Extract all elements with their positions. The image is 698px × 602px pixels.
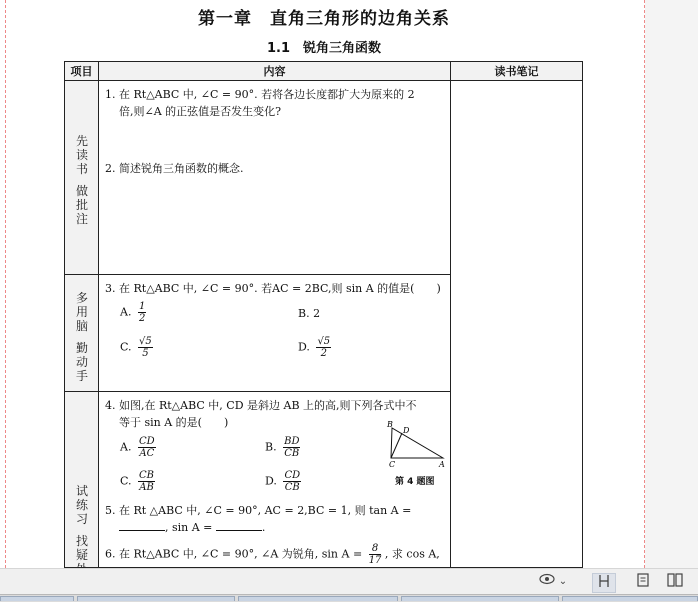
section-label-think: 多 用 脑 勤 动 手 [75,291,88,383]
q3-option-a: A. $\frac{1}{2}$ [120,301,146,324]
fig-label-b: B [387,420,393,429]
chevron-down-icon[interactable]: ⌄ [558,576,568,587]
chapter-title: 第一章 直角三角形的边角关系 [198,9,450,29]
header-item: 项目 [65,62,99,81]
taskbar-item-4[interactable] [401,596,559,601]
question-4-stem: 4. 如图,在 Rt△ABC 中, CD 是斜边 AB 上的高,则下列各式中不 等于 sin A 的是( ) [105,399,417,429]
two-page-view-icon[interactable] [665,573,685,591]
single-page-view-icon[interactable] [592,573,616,593]
fig-label-a: A [439,460,445,469]
fig-label-d: D [403,426,410,435]
q5-blank-sin[interactable] [216,520,262,531]
q3-option-b: B. 2 [298,307,321,320]
page-view-icon[interactable] [634,573,652,591]
taskbar [0,594,698,602]
q3-option-c: C. $\frac{√5}{5}$ [120,336,152,359]
content-column-divider [450,81,451,567]
document-gutter [645,0,698,568]
question-5: 5. 在 Rt △ABC 中, ∠C = 90°, AC = 2,BC = 1, 则 tan A = , sin A = . [105,504,412,534]
q5-blank-tan[interactable] [119,520,165,531]
taskbar-item-1[interactable] [0,596,74,601]
q4-option-d: D. $\frac{CD}{CB}$ [265,470,301,493]
section-label-practice: 试 练 习 找 疑 [75,484,88,562]
section-label-read: 先 读 书 做 批 注 [75,134,88,226]
viewer-status-bar [0,568,698,595]
question-1: 1. 在 Rt△ABC 中, ∠C = 90°. 若将各边长度都扩大为原来的 2 倍,则∠A 的正弦值是否发生变化? [105,88,415,118]
q3-option-d: D. $\frac{√5}{2}$ [298,336,331,359]
study-table [64,61,583,568]
question-3-stem: 3. 在 Rt△ABC 中, ∠C = 90°. 若AC = 2BC,则 sin A 的值是( ) [105,282,441,295]
row-divider-1 [65,274,451,275]
q4-figure-caption: 第 4 题图 [395,477,435,487]
q4-triangle-figure [385,418,451,468]
section-title: 1.1 锐角三角函数 [266,41,382,56]
eye-icon[interactable] [538,573,556,591]
taskbar-item-5[interactable] [562,596,698,601]
q4-option-c: C. $\frac{CB}{AB}$ [120,470,155,493]
taskbar-item-3[interactable] [238,596,398,601]
q4-option-b: B. $\frac{BD}{CB}$ [265,436,300,459]
row-divider-2 [65,391,451,392]
header-notes: 读书笔记 [451,62,582,81]
page-edge-left [5,0,6,568]
q4-option-a: A. $\frac{CD}{AC}$ [120,436,155,459]
question-6: 6. 在 Rt△ABC 中, ∠C = 90°, ∠A 为锐角, sin A = $\frac{8}{17}$ , 求 cos A, [105,543,440,566]
header-content: 内容 [99,62,451,81]
question-2: 2. 简述锐角三角函数的概念. [105,162,244,175]
taskbar-item-2[interactable] [77,596,235,601]
fig-label-c: C [389,460,396,469]
